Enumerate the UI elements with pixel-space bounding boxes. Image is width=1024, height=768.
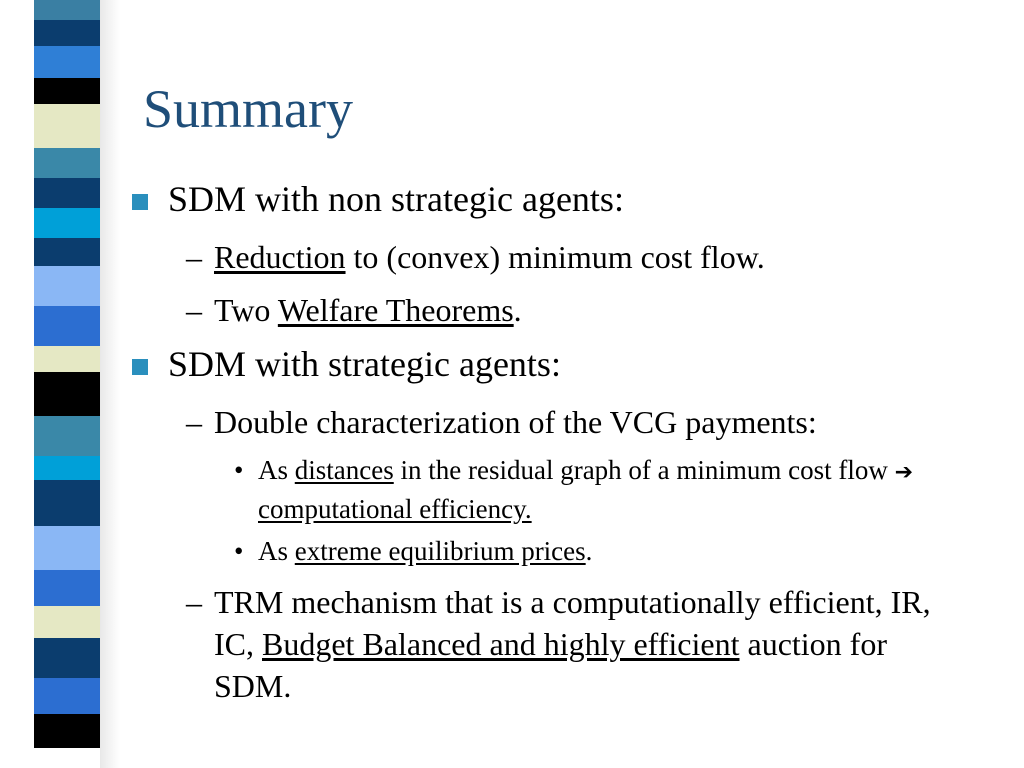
bullet-level2	[186, 289, 966, 331]
bullet-text	[214, 236, 974, 278]
bullet-text	[214, 289, 974, 331]
stripe-segment	[34, 266, 100, 306]
underlined-term: extreme equilibrium prices	[294, 536, 586, 566]
dot-bullet-icon: •	[234, 455, 244, 485]
stripe-segment	[34, 306, 100, 346]
underlined-term: distances	[294, 455, 394, 485]
stripe-segment	[34, 346, 100, 372]
square-bullet-icon	[132, 359, 148, 375]
text-span: to (convex) minimum cost flow.	[345, 239, 765, 275]
text-span: .	[513, 292, 522, 328]
bullet-text: SDM with strategic agents:	[168, 344, 561, 384]
bullet-level1	[168, 180, 624, 220]
right-arrow-icon: ➔	[894, 460, 914, 485]
bullet-level2	[186, 401, 966, 443]
bullet-level2	[186, 236, 966, 278]
stripe-segment	[34, 20, 100, 46]
dash-bullet-icon: –	[186, 239, 202, 275]
decorative-stripe-bar	[34, 0, 100, 768]
square-bullet-icon	[132, 194, 148, 210]
stripe-segment	[34, 0, 100, 20]
stripe-segment	[34, 104, 100, 148]
dash-bullet-icon: –	[186, 404, 202, 440]
dash-bullet-icon: –	[186, 292, 202, 328]
stripe-segment	[34, 606, 100, 638]
dot-bullet-icon: •	[234, 536, 244, 566]
slide-title: Summary	[143, 79, 353, 139]
dash-bullet-icon: –	[186, 584, 202, 620]
stripe-segment	[34, 46, 100, 78]
underlined-term: Reduction	[214, 239, 346, 275]
stripe-segment	[34, 638, 100, 678]
stripe-segment	[34, 208, 100, 238]
text-span: in the residual graph of a minimum cost flow	[393, 455, 895, 485]
underlined-term: Budget Balanced and highly efficient	[262, 626, 740, 662]
underlined-term: Welfare Theorems	[277, 292, 514, 328]
text-span: TRM mechanism that is a computationally efficient, IR, IC,	[214, 584, 931, 662]
bullet-text: SDM with non strategic agents:	[168, 179, 624, 219]
stripe-segment	[34, 78, 100, 104]
text-span: As	[258, 536, 295, 566]
stripe-segment	[34, 714, 100, 748]
bullet-text: Double characterization of the VCG payments:	[214, 404, 817, 440]
stripe-segment	[34, 570, 100, 606]
bullet-level1	[168, 345, 561, 385]
bullet-level2	[186, 581, 966, 704]
text-span: auction for SDM.	[214, 626, 887, 704]
text-span: Two	[214, 292, 278, 328]
stripe-segment	[34, 416, 100, 456]
stripe-segment	[34, 372, 100, 416]
stripe-segment	[34, 526, 100, 570]
stripe-segment	[34, 238, 100, 266]
stripe-segment	[34, 178, 100, 208]
underlined-term: computational efficiency.	[258, 494, 532, 524]
bullet-text	[258, 452, 938, 527]
stripe-segment	[34, 480, 100, 526]
text-span: .	[585, 536, 593, 566]
stripe-segment	[34, 456, 100, 480]
bullet-text	[214, 581, 954, 707]
stripe-segment	[34, 678, 100, 714]
stripe-segment	[34, 148, 100, 178]
text-span: As	[258, 455, 295, 485]
stripe-shadow	[100, 0, 120, 768]
bullet-text	[258, 533, 938, 569]
